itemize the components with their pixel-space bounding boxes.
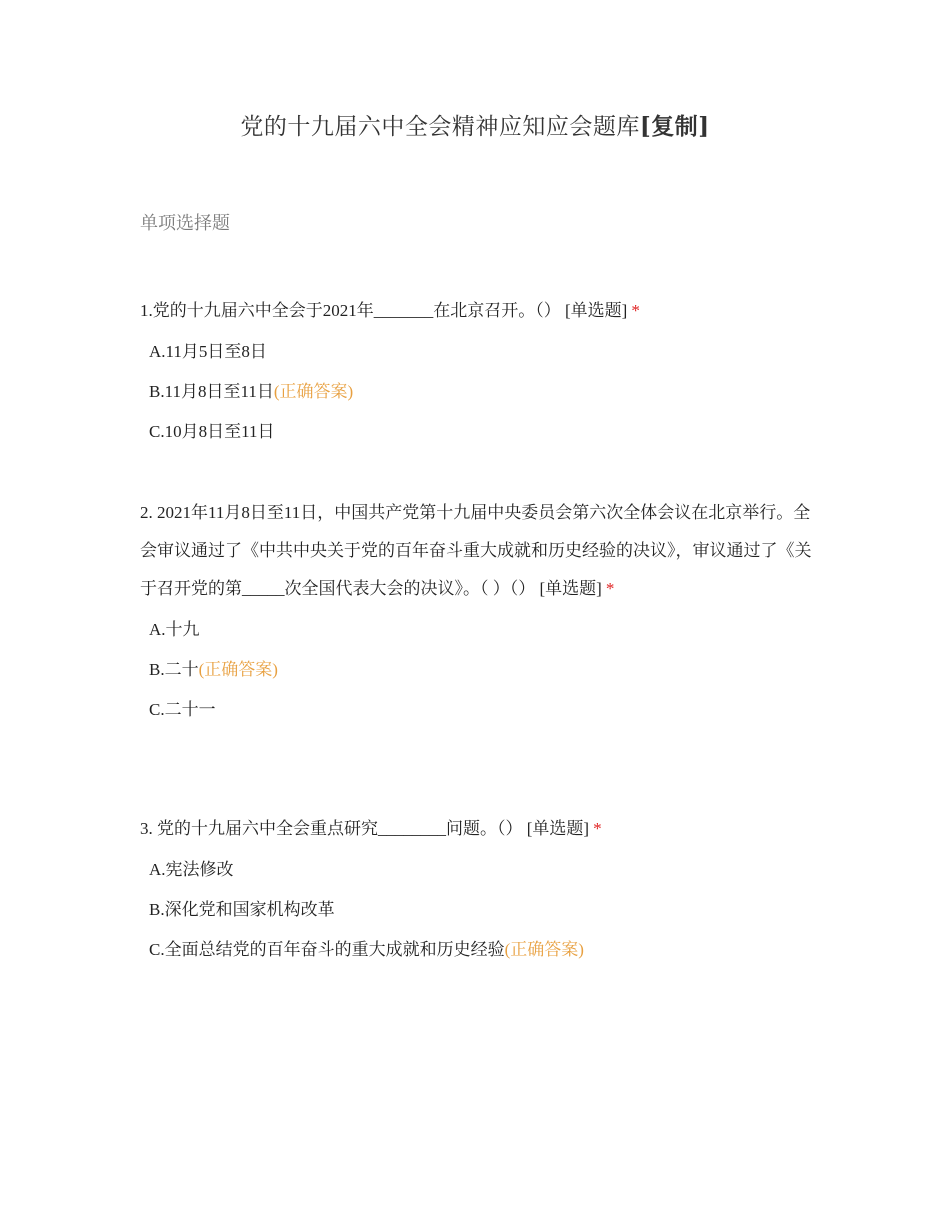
option-b[interactable]: B.二十(正确答案) [149, 660, 278, 679]
option-a[interactable]: A.十九 [149, 620, 200, 639]
options-list [140, 610, 820, 730]
correct-answer-label: (正确答案) [198, 660, 278, 679]
options-list [140, 850, 820, 970]
question-text: 3. 党的十九届六中全会重点研究________问题。（） [140, 819, 523, 838]
page-title [0, 108, 950, 141]
question-type: [单选题] [539, 579, 602, 598]
title-suffix: [复制] [639, 113, 710, 140]
question-stem [140, 494, 820, 608]
option-c[interactable]: C.10月8日至11日 [149, 422, 275, 441]
question-stem [140, 810, 820, 848]
question-3 [140, 810, 820, 970]
question-type: [单选题] [526, 819, 590, 838]
options-list [140, 332, 820, 452]
required-mark: * [593, 819, 602, 838]
question-stem [140, 292, 820, 330]
option-b[interactable]: B.11月8日至11日(正确答案) [149, 382, 354, 401]
required-mark: * [605, 579, 615, 598]
question-1 [140, 292, 820, 452]
title-text: 党的十九届六中全会精神应知应会题库 [240, 114, 640, 140]
option-b[interactable]: B.深化党和国家机构改革 [149, 900, 335, 919]
required-mark: * [631, 301, 640, 320]
option-a[interactable]: A.11月5日至8日 [149, 342, 267, 361]
option-c[interactable]: C.二十一 [149, 700, 216, 719]
question-type: [单选题] [565, 301, 628, 320]
section-header: 单项选择题 [140, 213, 230, 234]
question-2 [140, 494, 820, 730]
correct-answer-label: (正确答案) [504, 940, 584, 959]
question-text: 1.党的十九届六中全会于2021年_______在北京召开。（） [140, 301, 561, 320]
correct-answer-label: (正确答案) [273, 382, 354, 401]
option-c[interactable]: C.全面总结党的百年奋斗的重大成就和历史经验(正确答案) [149, 940, 584, 959]
option-a[interactable]: A.宪法修改 [149, 860, 234, 879]
question-text: 2. 2021年11月8日至11日，中国共产党第十九届中央委员会第六次全体会议在北京举行。全会审议通过了《中共中央关于党的百年奋斗重大成就和历史经验的决议》，审议通过了《关于召开党的第_____次全国代表大会的决议》。（ ）（） [140, 503, 812, 598]
